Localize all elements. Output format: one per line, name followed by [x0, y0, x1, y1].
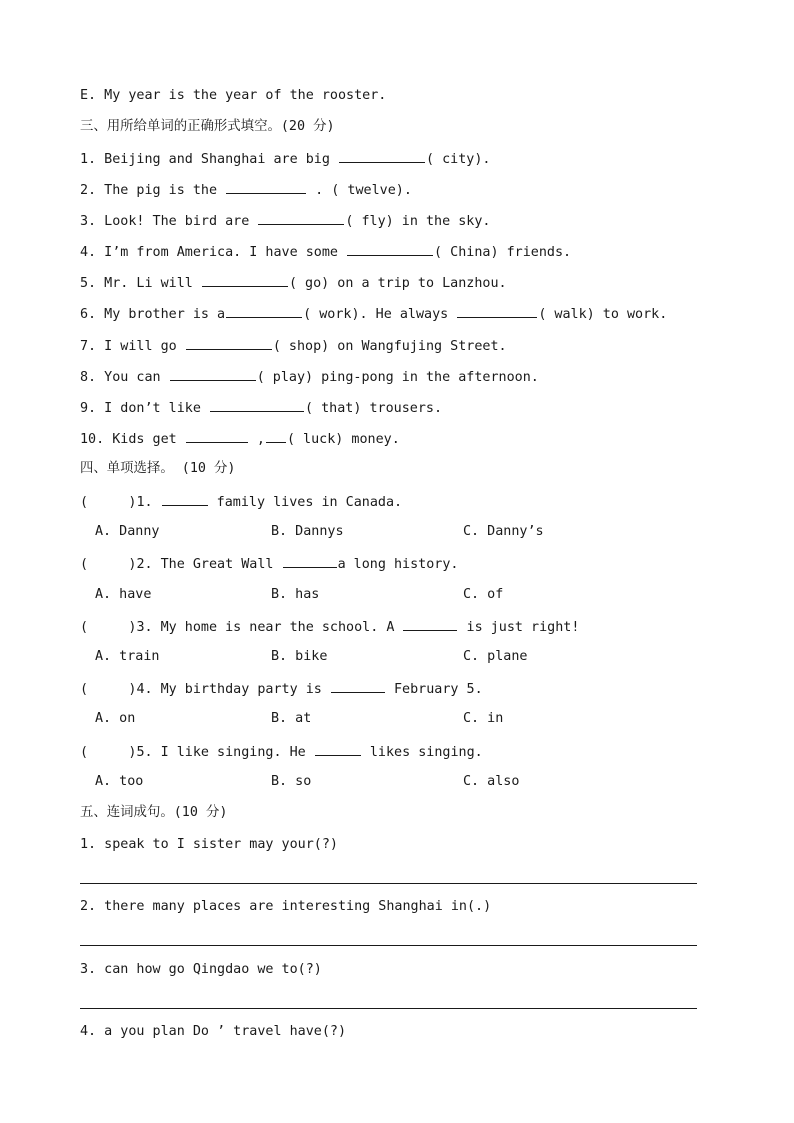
- mc-answer-box-4[interactable]: ( ): [80, 682, 137, 697]
- fill-item-6-text: 6. My brother is a: [80, 307, 226, 322]
- fill-item-6-hint: ( walk) to work.: [538, 307, 668, 322]
- fill-blank-2[interactable]: [226, 180, 306, 194]
- fill-item-10-mid: ,: [248, 432, 265, 447]
- fill-item-1: [80, 149, 490, 167]
- fill-item-7-text: 7. I will go: [80, 339, 185, 354]
- mc-5-option-a[interactable]: A. too: [95, 774, 144, 789]
- mc-5-option-c[interactable]: C. also: [463, 774, 520, 789]
- mc-1-option-b[interactable]: B. Dannys: [271, 524, 344, 539]
- mc-blank-1: [162, 492, 208, 506]
- mc-4-option-b[interactable]: B. at: [271, 711, 312, 726]
- mc-2-option-b[interactable]: B. has: [271, 587, 320, 602]
- fill-item-4: [80, 242, 571, 260]
- fill-blank-5[interactable]: [202, 273, 288, 287]
- mc-question-2-text: 2. The Great Wall: [136, 557, 282, 572]
- fill-item-10-text: 10. Kids get: [80, 432, 185, 447]
- fill-blank-3[interactable]: [258, 211, 344, 225]
- fill-blank-8[interactable]: [170, 367, 256, 381]
- fill-item-9: [80, 398, 442, 416]
- fill-item-3: [80, 211, 491, 229]
- fill-item-7: [80, 336, 507, 354]
- fill-blank-10b[interactable]: [266, 429, 286, 443]
- mc-blank-5: [315, 742, 361, 756]
- reorder-answer-line-1[interactable]: [80, 883, 697, 884]
- fill-item-1-hint: ( city).: [425, 152, 491, 167]
- fill-item-2: [80, 180, 412, 198]
- fill-item-4-text: 4. I’m from America. I have some: [80, 245, 347, 260]
- reorder-item-4: 4. a you plan Do ’ travel have(?): [80, 1024, 347, 1039]
- fill-blank-4[interactable]: [347, 242, 433, 256]
- reorder-answer-line-2[interactable]: [80, 945, 697, 946]
- mc-4-option-a[interactable]: A. on: [95, 711, 136, 726]
- fill-blank-7[interactable]: [186, 336, 272, 350]
- fill-blank-1[interactable]: [339, 149, 425, 163]
- fill-item-10: [80, 429, 400, 447]
- mc-question-5-rest: likes singing.: [361, 745, 483, 760]
- fill-blank-6a[interactable]: [226, 304, 302, 318]
- mc-2-option-a[interactable]: A. have: [95, 587, 152, 602]
- mc-question-1: [80, 492, 402, 510]
- mc-3-option-b[interactable]: B. bike: [271, 649, 328, 664]
- mc-question-4: [80, 679, 483, 697]
- fill-item-5-hint: ( go) on a trip to Lanzhou.: [288, 276, 507, 291]
- section5-heading: 五、连词成句。(10 分): [80, 805, 228, 820]
- fill-item-2-hint: . ( twelve).: [307, 183, 412, 198]
- reorder-item-2: 2. there many places are interesting Shanghai in(.): [80, 899, 492, 914]
- item-e: E. My year is the year of the rooster.: [80, 88, 387, 103]
- fill-blank-6b[interactable]: [457, 304, 537, 318]
- mc-4-option-c[interactable]: C. in: [463, 711, 504, 726]
- mc-question-1-rest: family lives in Canada.: [208, 495, 403, 510]
- mc-question-1-text: 1.: [136, 495, 161, 510]
- mc-3-option-c[interactable]: C. plane: [463, 649, 528, 664]
- mc-answer-box-3[interactable]: ( ): [80, 620, 137, 635]
- fill-item-6: [80, 304, 667, 322]
- mc-question-4-text: 4. My birthday party is: [136, 682, 330, 697]
- fill-blank-9[interactable]: [210, 398, 304, 412]
- mc-3-option-a[interactable]: A. train: [95, 649, 160, 664]
- mc-question-4-rest: February 5.: [385, 682, 483, 697]
- fill-item-4-hint: ( China) friends.: [434, 245, 572, 260]
- mc-question-3-text: 3. My home is near the school. A: [136, 620, 403, 635]
- fill-item-9-text: 9. I don’t like: [80, 401, 209, 416]
- fill-item-3-text: 3. Look! The bird are: [80, 214, 258, 229]
- mc-answer-box-5[interactable]: ( ): [80, 745, 137, 760]
- mc-question-3-rest: is just right!: [458, 620, 580, 635]
- mc-1-option-a[interactable]: A. Danny: [95, 524, 160, 539]
- reorder-answer-line-3[interactable]: [80, 1008, 697, 1009]
- fill-item-8: [80, 367, 539, 385]
- mc-question-3: [80, 617, 579, 635]
- fill-blank-10a[interactable]: [186, 429, 248, 443]
- mc-blank-4: [331, 679, 385, 693]
- fill-item-2-text: 2. The pig is the: [80, 183, 226, 198]
- fill-item-1-text: 1. Beijing and Shanghai are big: [80, 152, 338, 167]
- mc-2-option-c[interactable]: C. of: [463, 587, 504, 602]
- fill-item-6-mid: ( work). He always: [303, 307, 457, 322]
- fill-item-5-text: 5. Mr. Li will: [80, 276, 201, 291]
- mc-blank-3: [403, 617, 457, 631]
- fill-item-8-hint: ( play) ping-pong in the afternoon.: [256, 370, 539, 385]
- section3-heading: 三、用所给单词的正确形式填空。(20 分): [80, 119, 335, 134]
- fill-item-3-hint: ( fly) in the sky.: [345, 214, 491, 229]
- fill-item-8-text: 8. You can: [80, 370, 169, 385]
- mc-answer-box-1[interactable]: ( ): [80, 495, 137, 510]
- section4-heading: 四、单项选择。 (10 分): [80, 461, 236, 476]
- reorder-item-3: 3. can how go Qingdao we to(?): [80, 962, 322, 977]
- mc-question-5: [80, 742, 483, 760]
- mc-question-2-rest: a long history.: [337, 557, 459, 572]
- mc-answer-box-2[interactable]: ( ): [80, 557, 137, 572]
- fill-item-9-hint: ( that) trousers.: [305, 401, 443, 416]
- mc-blank-2: [283, 554, 337, 568]
- mc-question-5-text: 5. I like singing. He: [136, 745, 314, 760]
- mc-5-option-b[interactable]: B. so: [271, 774, 312, 789]
- fill-item-10-hint: ( luck) money.: [286, 432, 400, 447]
- mc-1-option-c[interactable]: C. Danny’s: [463, 524, 544, 539]
- fill-item-5: [80, 273, 507, 291]
- mc-question-2: [80, 554, 459, 572]
- fill-item-7-hint: ( shop) on Wangfujing Street.: [272, 339, 507, 354]
- reorder-item-1: 1. speak to I sister may your(?): [80, 837, 338, 852]
